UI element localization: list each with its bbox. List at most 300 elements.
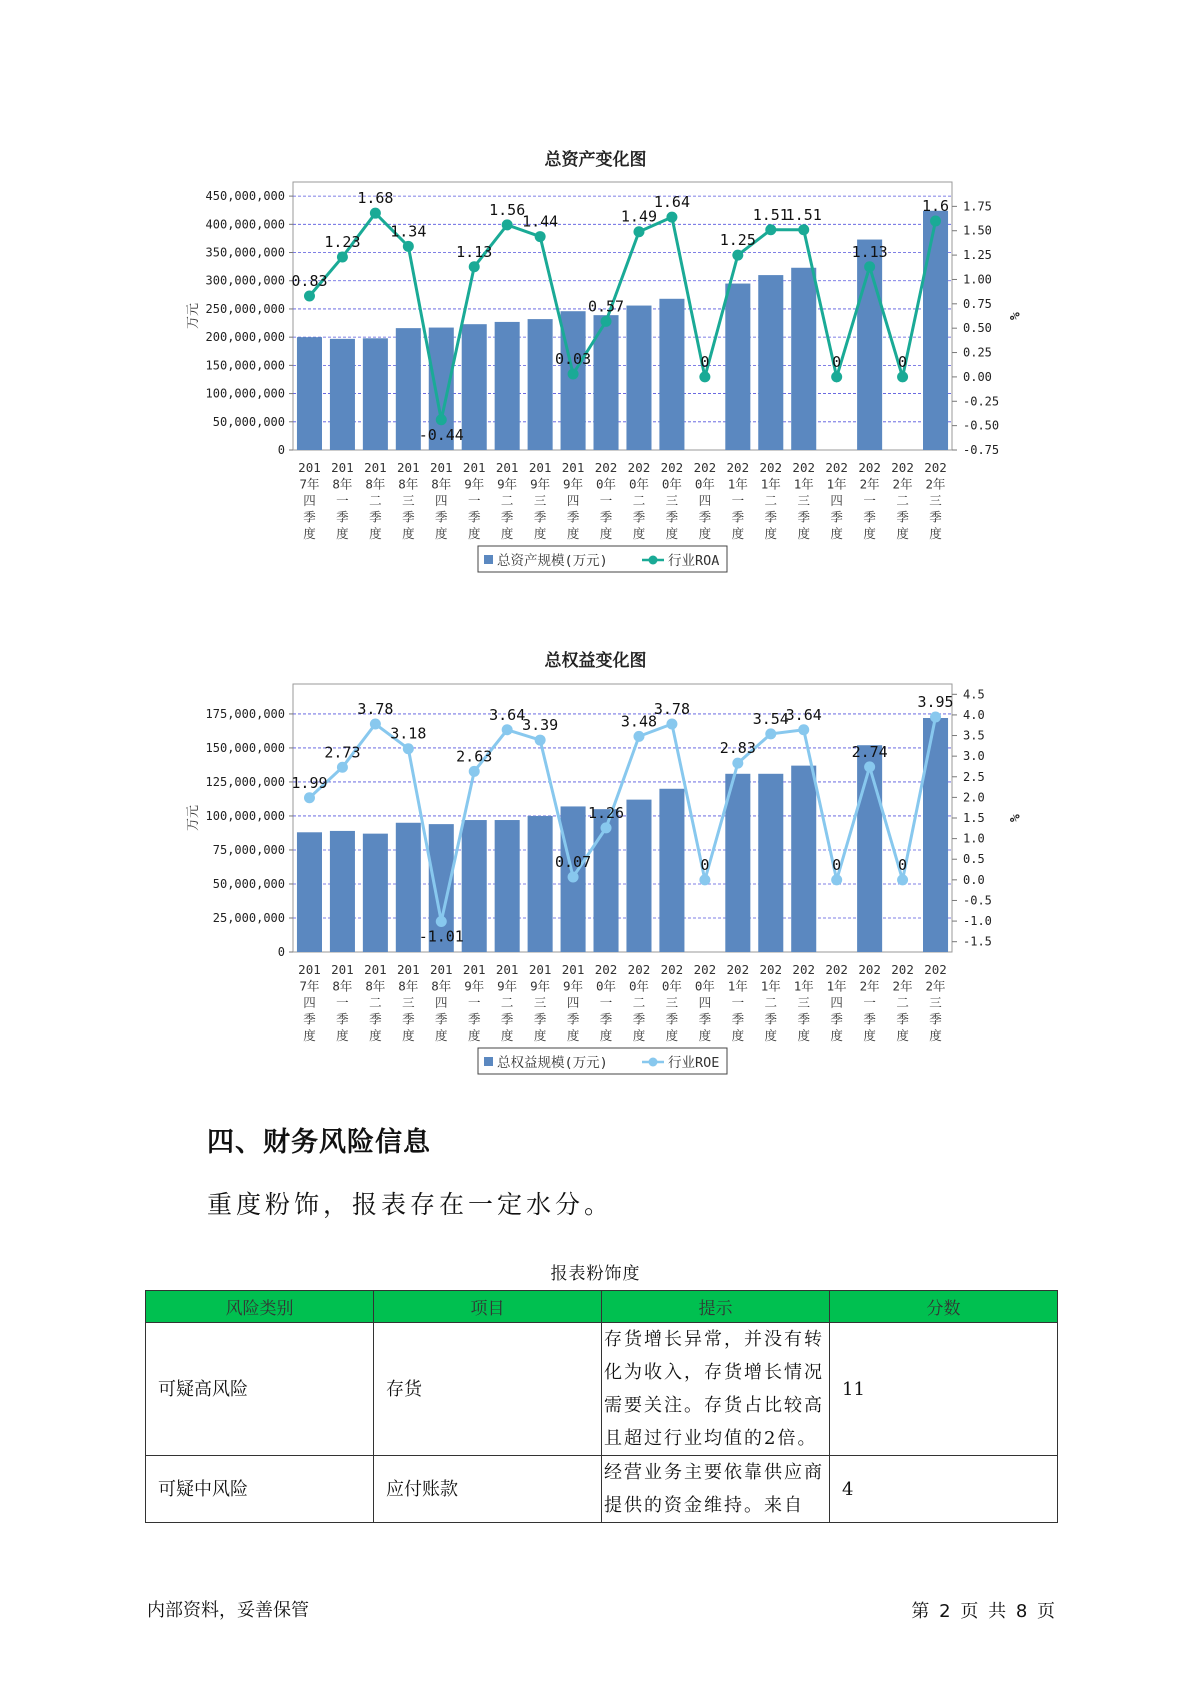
cell-risk-category: 可疑高风险	[146, 1323, 374, 1456]
legend-line-label: 行业ROA	[668, 553, 720, 569]
x-tick-label: 度	[369, 1028, 382, 1043]
x-tick-label: 8年	[365, 476, 386, 492]
y-tick-label: 0	[277, 945, 285, 959]
x-tick-label: 度	[467, 526, 481, 541]
legend-bar-label: 总权益规模(万元)	[497, 1055, 608, 1071]
x-tick-label: 三	[929, 995, 942, 1010]
data-label: 1.25	[719, 231, 756, 250]
data-point	[370, 718, 381, 729]
y2-tick-label: -0.5	[963, 893, 992, 908]
x-tick-label: 202	[891, 460, 914, 475]
data-label: 1.68	[357, 189, 394, 208]
x-tick-label: 202	[792, 460, 816, 475]
x-tick-label: 四	[698, 493, 712, 508]
x-tick-label: 季	[929, 1011, 942, 1027]
data-label: 0.03	[555, 349, 592, 368]
x-tick-label: 202	[891, 962, 914, 977]
x-tick-label: 9年	[563, 476, 584, 492]
y-tick-label: 50,000,000	[212, 876, 285, 891]
x-tick-label: 0年	[596, 978, 617, 994]
x-tick-label: 202	[693, 962, 717, 977]
chart-total-assets	[0, 168, 1191, 588]
x-tick-label: 201	[331, 962, 354, 977]
x-tick-label: 202	[825, 962, 848, 977]
x-tick-label: 度	[764, 1028, 778, 1043]
y2-tick-label: 4.5	[963, 687, 985, 702]
y2-tick-label: 0.25	[963, 345, 992, 360]
x-tick-label: 7年	[299, 978, 320, 994]
x-tick-label: 0年	[596, 476, 617, 492]
x-tick-label: 201	[364, 962, 387, 977]
y2-tick-label: 0.50	[963, 321, 992, 336]
x-tick-label: 度	[566, 526, 580, 541]
x-tick-label: 度	[435, 1028, 448, 1043]
x-tick-label: 二	[764, 995, 778, 1010]
x-tick-label: 季	[599, 1011, 613, 1027]
legend-bar-swatch	[484, 1057, 493, 1066]
x-tick-label: 度	[402, 526, 415, 541]
data-label: 3.78	[653, 699, 690, 718]
x-tick-label: 季	[830, 1011, 843, 1027]
x-tick-label: 度	[863, 526, 876, 541]
x-tick-label: 201	[495, 460, 519, 475]
table-row	[146, 1323, 1058, 1456]
data-label: 3.18	[390, 724, 427, 743]
data-label: 1.6	[921, 196, 950, 215]
x-tick-label: 三	[533, 995, 547, 1010]
x-tick-label: 度	[929, 526, 942, 541]
x-tick-label: 二	[896, 493, 909, 508]
x-tick-label: 1年	[793, 978, 814, 994]
data-label: 1.13	[851, 242, 888, 261]
bar	[791, 766, 816, 952]
bar	[462, 324, 487, 450]
x-tick-label: 202	[858, 962, 881, 977]
y2-tick-label: -0.25	[963, 394, 1000, 409]
x-tick-label: 二	[500, 493, 514, 508]
risk-summary: 重度粉饰，报表存在一定水分。	[207, 1190, 614, 1219]
y-tick-label: 100,000,000	[205, 386, 285, 401]
bar	[857, 745, 882, 952]
x-tick-label: 201	[495, 962, 519, 977]
data-label: 0	[898, 352, 908, 371]
data-point	[403, 743, 414, 754]
data-point	[436, 414, 447, 425]
y-tick-label: 300,000,000	[205, 273, 285, 288]
x-tick-label: 一	[336, 493, 349, 508]
x-tick-label: 0年	[694, 978, 715, 994]
x-tick-label: 0年	[628, 476, 649, 492]
data-point	[897, 874, 908, 885]
data-point	[666, 718, 677, 729]
x-tick-label: 季	[665, 1011, 679, 1027]
x-tick-label: 四	[566, 493, 580, 508]
x-tick-label: 度	[533, 526, 547, 541]
x-tick-label: 度	[500, 526, 514, 541]
x-tick-label: 四	[435, 995, 448, 1010]
x-tick-label: 季	[764, 509, 778, 525]
x-tick-label: 9年	[563, 978, 584, 994]
x-tick-label: 季	[863, 509, 876, 525]
data-point	[601, 822, 612, 833]
header-score: 分数	[830, 1291, 1058, 1323]
data-point	[633, 226, 644, 237]
data-point	[699, 874, 710, 885]
data-label: 0	[898, 855, 908, 874]
x-tick-label: 四	[830, 493, 843, 508]
data-point	[502, 724, 513, 735]
bar	[791, 268, 816, 450]
section-heading: 四、财务风险信息	[207, 1127, 431, 1158]
x-tick-label: 季	[731, 1011, 745, 1027]
x-tick-label: 度	[533, 1028, 547, 1043]
bar	[297, 337, 322, 450]
y2-tick-label: -0.75	[963, 443, 1000, 457]
x-tick-label: 度	[929, 1028, 942, 1043]
x-tick-label: 四	[830, 995, 843, 1010]
x-tick-label: 9年	[530, 978, 551, 994]
risk-table	[145, 1290, 1058, 1523]
x-tick-label: 季	[369, 1011, 382, 1027]
bar	[330, 339, 355, 450]
y-tick-label: 150,000,000	[205, 740, 285, 755]
table-caption: 报表粉饰度	[550, 1264, 641, 1284]
bar	[659, 789, 684, 952]
y-tick-label: 25,000,000	[212, 910, 285, 925]
x-tick-label: 二	[632, 995, 646, 1010]
table-header-row	[146, 1291, 1058, 1323]
bar	[495, 820, 520, 952]
x-tick-label: 201	[397, 460, 420, 475]
x-tick-label: 度	[863, 1028, 876, 1043]
x-tick-label: 季	[336, 1011, 349, 1027]
table-row	[146, 1456, 1058, 1523]
x-tick-label: 一	[863, 493, 876, 508]
data-label: 1.51	[785, 205, 822, 224]
x-tick-label: 季	[797, 1011, 810, 1027]
x-tick-label: 2年	[925, 978, 946, 994]
x-tick-label: 度	[402, 1028, 415, 1043]
x-tick-label: 三	[665, 493, 679, 508]
cell-tip: 经营业务主要依靠供应商提供的资金维持。来自	[602, 1456, 830, 1523]
y2-tick-label: 1.75	[963, 199, 992, 214]
data-label: 1.13	[456, 242, 493, 261]
x-tick-label: 二	[764, 493, 778, 508]
x-tick-label: 2年	[892, 978, 913, 994]
data-label: 1.44	[522, 212, 559, 231]
x-tick-label: 度	[764, 526, 778, 541]
x-tick-label: 202	[825, 460, 848, 475]
x-tick-label: 三	[533, 493, 547, 508]
y2-tick-label: 1.0	[963, 831, 985, 846]
x-tick-label: 202	[627, 460, 651, 475]
x-tick-label: 三	[929, 493, 942, 508]
x-tick-label: 四	[303, 493, 316, 508]
x-tick-label: 度	[830, 1028, 843, 1043]
page-prefix: 第	[911, 1601, 932, 1622]
y-tick-label: 400,000,000	[205, 217, 285, 232]
y-tick-label: 350,000,000	[205, 245, 285, 260]
x-tick-label: 三	[665, 995, 679, 1010]
x-tick-label: 8年	[332, 978, 353, 994]
y-tick-label: 50,000,000	[212, 414, 285, 429]
x-tick-label: 201	[298, 460, 321, 475]
x-tick-label: 2年	[859, 476, 880, 492]
header-tip: 提示	[602, 1291, 830, 1323]
y2-tick-label: 0.5	[963, 852, 985, 867]
x-tick-label: 度	[303, 1028, 316, 1043]
x-tick-label: 度	[665, 526, 679, 541]
chart-title-total-equity: 总权益变化图	[544, 651, 647, 671]
y-tick-label: 100,000,000	[205, 808, 285, 823]
footer-confidential: 内部资料，妥善保管	[147, 1600, 309, 1621]
y2-tick-label: 1.25	[963, 248, 992, 263]
x-tick-label: 201	[561, 962, 585, 977]
y2-tick-label: 4.0	[963, 707, 985, 722]
data-label: 3.64	[489, 705, 526, 724]
x-tick-label: 季	[665, 509, 679, 525]
data-point	[765, 728, 776, 739]
data-label: 0	[700, 352, 710, 371]
x-tick-label: 1年	[826, 476, 847, 492]
x-tick-label: 8年	[431, 978, 452, 994]
data-label: 2.73	[324, 743, 361, 762]
x-tick-label: 季	[500, 509, 514, 525]
y2-axis-label: %	[1006, 312, 1021, 320]
y2-tick-label: -0.50	[963, 418, 1000, 433]
data-point	[469, 766, 480, 777]
x-tick-label: 度	[896, 1028, 909, 1043]
x-tick-label: 201	[397, 962, 420, 977]
data-point	[930, 711, 941, 722]
x-tick-label: 8年	[332, 476, 353, 492]
data-point	[798, 724, 809, 735]
bar	[297, 832, 322, 952]
x-tick-label: 度	[731, 1028, 745, 1043]
x-tick-label: 1年	[727, 476, 748, 492]
x-tick-label: 季	[435, 509, 448, 525]
x-tick-label: 0年	[694, 476, 715, 492]
x-tick-label: 202	[594, 460, 618, 475]
data-label: -1.01	[418, 927, 464, 946]
x-tick-label: 201	[364, 460, 387, 475]
footer-page-number	[911, 1597, 1057, 1623]
x-tick-label: 度	[632, 526, 646, 541]
x-tick-label: 四	[435, 493, 448, 508]
data-label: 2.63	[456, 747, 493, 766]
data-point	[337, 762, 348, 773]
y-tick-label: 125,000,000	[205, 774, 285, 789]
x-tick-label: 一	[599, 493, 613, 508]
bar	[396, 328, 421, 450]
x-tick-label: 2年	[859, 978, 880, 994]
x-tick-label: 1年	[760, 978, 781, 994]
bar	[626, 306, 651, 450]
data-point	[864, 261, 875, 272]
x-tick-label: 202	[924, 962, 947, 977]
cell-tip: 存货增长异常，并没有转化为收入，存货增长情况需要关注。存货占比较高且超过行业均值的2倍。	[602, 1323, 830, 1456]
bar	[758, 774, 783, 952]
data-label: 3.39	[522, 716, 559, 735]
y-tick-label: 200,000,000	[205, 330, 285, 345]
x-tick-label: 2年	[925, 476, 946, 492]
x-tick-label: 1年	[793, 476, 814, 492]
x-tick-label: 度	[336, 526, 349, 541]
x-tick-label: 8年	[398, 476, 419, 492]
x-tick-label: 一	[731, 493, 745, 508]
x-tick-label: 季	[929, 509, 942, 525]
data-point	[436, 916, 447, 927]
x-tick-label: 季	[896, 509, 909, 525]
y2-tick-label: 0.75	[963, 296, 992, 311]
data-point	[831, 371, 842, 382]
y2-tick-label: 0.00	[963, 369, 992, 384]
x-tick-label: 度	[369, 526, 382, 541]
data-point	[370, 208, 381, 219]
bar	[659, 299, 684, 450]
x-tick-label: 二	[369, 995, 382, 1010]
x-tick-label: 202	[594, 962, 618, 977]
x-tick-label: 度	[500, 1028, 514, 1043]
x-tick-label: 度	[896, 526, 909, 541]
data-label: 1.99	[291, 773, 328, 792]
data-label: 3.95	[917, 692, 954, 711]
cell-item: 存货	[374, 1323, 602, 1456]
bar	[330, 831, 355, 952]
x-tick-label: 7年	[299, 476, 320, 492]
x-tick-label: 季	[731, 509, 745, 525]
y-tick-label: 150,000,000	[205, 358, 285, 373]
data-label: 2.74	[851, 742, 888, 761]
data-label: 1.23	[324, 233, 361, 252]
x-tick-label: 201	[462, 962, 486, 977]
x-tick-label: 季	[402, 1011, 415, 1027]
x-tick-label: 四	[566, 995, 580, 1010]
bar	[462, 820, 487, 952]
x-tick-label: 季	[698, 1011, 712, 1027]
y2-tick-label: 1.00	[963, 272, 992, 287]
cell-item: 应付账款	[374, 1456, 602, 1523]
data-point	[930, 215, 941, 226]
x-tick-label: 季	[467, 509, 481, 525]
x-tick-label: 季	[632, 509, 646, 525]
x-tick-label: 202	[627, 962, 651, 977]
y2-tick-label: -1.5	[963, 934, 992, 949]
x-tick-label: 202	[693, 460, 717, 475]
data-point	[535, 231, 546, 242]
x-tick-label: 一	[467, 493, 481, 508]
x-tick-label: 季	[797, 509, 810, 525]
y2-tick-label: 2.0	[963, 790, 985, 805]
x-tick-label: 201	[528, 460, 552, 475]
chart-total-equity	[0, 670, 1191, 1090]
data-point	[469, 261, 480, 272]
x-tick-label: 季	[435, 1011, 448, 1027]
cell-risk-category: 可疑中风险	[146, 1456, 374, 1523]
x-tick-label: 9年	[464, 476, 485, 492]
x-tick-label: 季	[830, 509, 843, 525]
x-tick-label: 201	[528, 962, 552, 977]
x-tick-label: 1年	[727, 978, 748, 994]
bar	[725, 774, 750, 952]
x-tick-label: 二	[500, 995, 514, 1010]
data-point	[765, 224, 776, 235]
y-tick-label: 175,000,000	[205, 706, 285, 721]
page-total: 8	[1015, 1601, 1030, 1622]
legend-bar-label: 总资产规模(万元)	[497, 553, 608, 569]
x-tick-label: 201	[298, 962, 321, 977]
x-tick-label: 三	[402, 995, 415, 1010]
data-label: 2.83	[719, 739, 756, 758]
x-tick-label: 季	[369, 509, 382, 525]
x-tick-label: 度	[566, 1028, 580, 1043]
x-tick-label: 9年	[530, 476, 551, 492]
data-point	[633, 731, 644, 742]
data-point	[568, 871, 579, 882]
x-tick-label: 0年	[661, 476, 682, 492]
x-tick-label: 0年	[628, 978, 649, 994]
x-tick-label: 一	[336, 995, 349, 1010]
x-tick-label: 季	[764, 1011, 778, 1027]
x-tick-label: 三	[402, 493, 415, 508]
x-tick-label: 202	[726, 460, 750, 475]
bar	[923, 211, 948, 450]
data-point	[535, 735, 546, 746]
legend-line-marker	[649, 556, 658, 565]
data-label: 3.78	[357, 699, 394, 718]
x-tick-label: 9年	[464, 978, 485, 994]
x-tick-label: 度	[599, 526, 613, 541]
chart-title-total-assets: 总资产变化图	[544, 150, 647, 170]
bar	[495, 322, 520, 450]
bar	[758, 275, 783, 450]
bar	[725, 284, 750, 450]
data-label: 1.26	[587, 803, 625, 822]
cell-score: 4	[830, 1456, 1058, 1523]
x-tick-label: 度	[830, 526, 843, 541]
data-point	[568, 368, 579, 379]
x-tick-label: 二	[632, 493, 646, 508]
y2-tick-label: 3.0	[963, 749, 985, 764]
data-label: 3.54	[752, 709, 789, 728]
x-tick-label: 201	[462, 460, 486, 475]
y-tick-label: 75,000,000	[212, 842, 285, 857]
data-point	[732, 250, 743, 261]
x-tick-label: 202	[759, 460, 783, 475]
x-tick-label: 2年	[892, 476, 913, 492]
x-tick-label: 季	[632, 1011, 646, 1027]
x-tick-label: 季	[698, 509, 712, 525]
page-number: 2	[939, 1601, 953, 1622]
bar	[363, 338, 388, 450]
data-label: 0.57	[587, 297, 625, 316]
x-tick-label: 季	[896, 1011, 909, 1027]
x-tick-label: 0年	[661, 978, 682, 994]
cell-score: 11	[830, 1323, 1058, 1456]
x-tick-label: 度	[435, 526, 448, 541]
data-point	[403, 241, 414, 252]
y2-tick-label: -1.0	[963, 914, 992, 929]
x-tick-label: 季	[336, 509, 349, 525]
x-tick-label: 202	[660, 962, 684, 977]
bar	[396, 823, 421, 952]
data-label: 3.48	[620, 712, 658, 731]
x-tick-label: 度	[797, 526, 810, 541]
x-tick-label: 季	[566, 1011, 580, 1027]
data-point	[831, 874, 842, 885]
data-label: 3.64	[785, 705, 822, 724]
y2-tick-label: 3.5	[963, 728, 985, 743]
